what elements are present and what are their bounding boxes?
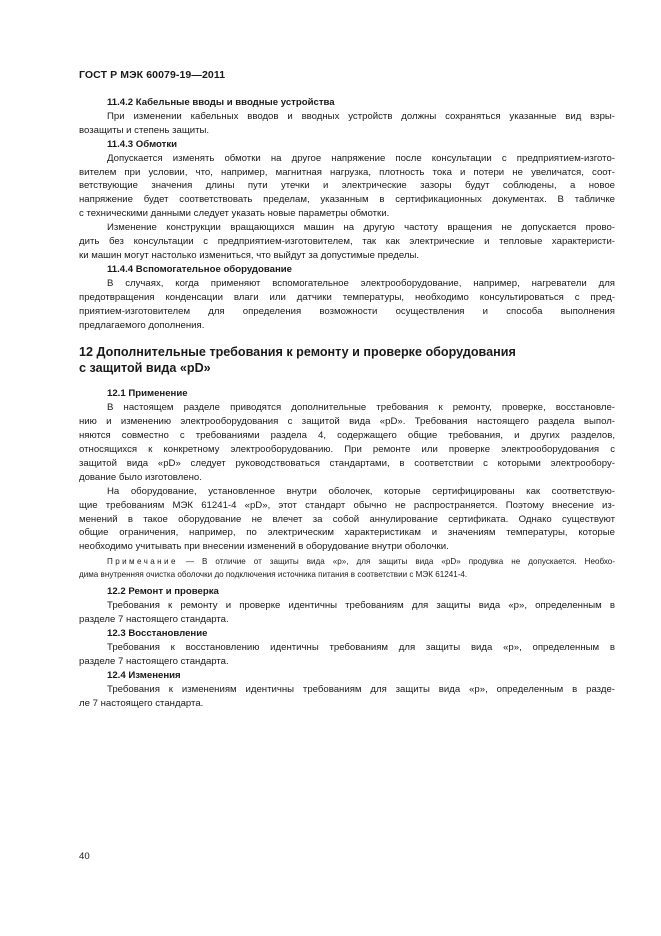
heading-11-4-4: 11.4.4 Вспомогательное оборудование <box>107 263 293 275</box>
text-line: необходимо учитывать при внесении изменений в оборудование внутри оболочки. <box>79 541 449 553</box>
text-line: разделе 7 настоящего стандарта. <box>79 655 229 667</box>
paragraph-12-3 <box>79 641 615 669</box>
text-line: ки машин могут настолько измениться, что выйдут за допустимые пределы. <box>79 249 420 261</box>
note-label: Примечание <box>107 557 178 567</box>
text-line: разделе 7 настоящего стандарта. <box>79 614 229 626</box>
text-line: щие требованиям МЭК 61241-4 «pD», этот стандарт обычно не распространяется. Поэтому внесение из- <box>79 499 615 511</box>
paragraph-11-4-3-b <box>79 221 615 263</box>
text-line: дить без консультации с предприятием-изготовителем, так как электрические и тепловые характеристи- <box>79 236 615 248</box>
text-line: дование было изготовлено. <box>79 471 202 483</box>
text-line: предотвращения конденсации влаги или датчики температуры, необходимо консультироваться с пред- <box>79 291 615 303</box>
heading-line: с защитой вида «pD» <box>79 361 211 376</box>
paragraph-11-4-3-a <box>79 152 615 222</box>
text-line: На оборудование, установленное внутри оболочек, которые сертифицированы как соответствую- <box>107 485 615 497</box>
page-number: 40 <box>79 851 90 862</box>
paragraph-12-1-b <box>79 485 615 555</box>
text-line: ле 7 настоящего стандарта. <box>79 697 204 709</box>
running-header: ГОСТ Р МЭК 60079-19—2011 <box>79 69 226 81</box>
text-line: ветствующие значения длины пути утечки и электрические зазоры будут соблюдены, а новое <box>79 180 615 192</box>
text-line: относящихся к конкретному электрооборудованию. При ремонте или проверке электрооборудования с <box>79 444 615 456</box>
heading-12-3: 12.3 Восстановление <box>107 628 208 639</box>
text-line: Изменение конструкции вращающихся машин на другую частоту вращения не допускается прово- <box>107 222 615 234</box>
heading-11-4-2: 11.4.2 Кабельные вводы и вводные устройства <box>107 97 335 108</box>
text-line: Требования к восстановлению идентичны требованиям для защиты вида «p», определенным в <box>107 641 615 653</box>
text-line: менений в такое оборудование не влечет за собой аннулирование сертификата. Однако существуют <box>79 513 615 525</box>
text-line: предлагаемого дополнения. <box>79 319 205 331</box>
text-line: возащиты и степень защиты. <box>79 124 210 136</box>
heading-11-4-3: 11.4.3 Обмотки <box>107 138 178 150</box>
text-line: с техническими данными следует указать новые параметры обмотки. <box>79 208 390 220</box>
paragraph-12-2 <box>79 599 615 627</box>
note-12-1 <box>79 556 615 581</box>
heading-12-2: 12.2 Ремонт и проверка <box>107 586 219 598</box>
heading-12-4: 12.4 Изменения <box>107 669 181 681</box>
text-line: нию и изменению электрооборудования с защитой вида «pD». Требования настоящего раздела выпол- <box>79 416 615 428</box>
paragraph-11-4-4 <box>79 277 615 333</box>
text-line: общие ограничения, например, по электрическим характеристикам и значениям температуры, которые <box>79 527 615 539</box>
note-line: дима внутренняя очистка оболочки до подключения источника питания в соответствии с МЭК 61241-4. <box>79 569 468 579</box>
text-line: Требования к изменениям идентичны требованиям для защиты вида «p», определенным в разде- <box>107 683 615 695</box>
paragraph-12-1-a <box>79 401 615 484</box>
note-text: — В отличие от защиты вида «p», для защиты вида «pD» продувка не допускается. Необхо- <box>177 557 615 567</box>
text-line: напряжение будет соответствовать пределам, указанным в сертификационных документах. В табличке <box>79 194 615 206</box>
text-line: При изменении кабельных вводов и вводных устройств должны сохраняться указанные вид взры- <box>107 110 615 122</box>
heading-12-1: 12.1 Применение <box>107 388 188 400</box>
text-line: В настоящем разделе приводятся дополнительные требования к ремонту, проверке, восстановле- <box>107 402 615 414</box>
page-content <box>79 96 615 710</box>
text-line: В случаях, когда применяют вспомогательное электрооборудование, например, нагреватели для <box>107 277 615 289</box>
text-line: вителем при условии, что, например, магнитная нагрузка, плотность тока и потери не увеличатся, соот- <box>79 166 615 178</box>
text-line: Допускается изменять обмотки на другое напряжение после консультации с предприятием-изгото- <box>107 152 615 164</box>
text-line: защитой вида «pD» следует руководствоваться стандартами, в соответствии с которыми электрообору- <box>79 457 615 469</box>
paragraph-12-4 <box>79 683 615 711</box>
text-line: приятием-изготовителем для определения возможности осуществления и способа выполнения <box>79 305 615 317</box>
heading-section-12 <box>79 344 615 376</box>
heading-line: 12 Дополнительные требования к ремонту и проверке оборудования <box>79 345 516 360</box>
note-line <box>79 556 615 569</box>
text-line: Требования к ремонту и проверке идентичны требованиям для защиты вида «p», определенным в <box>107 600 615 612</box>
text-line: няются совместно с требованиями раздела 4, содержащего общие требования, и других разделов, <box>79 430 615 442</box>
paragraph-11-4-2 <box>79 110 615 138</box>
